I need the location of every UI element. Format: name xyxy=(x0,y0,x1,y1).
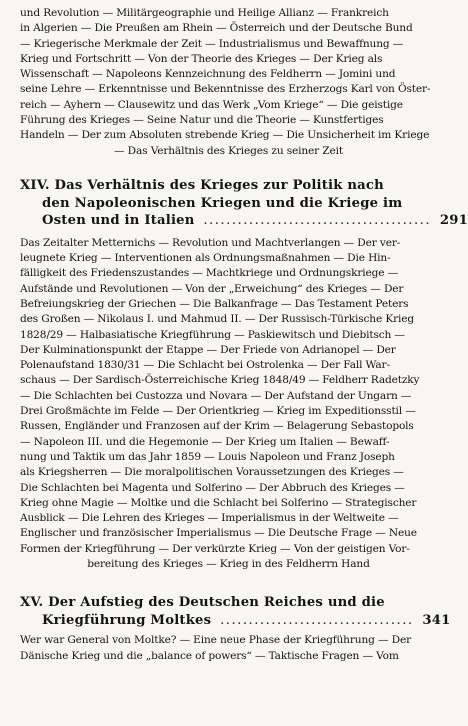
summary-line: fälligkeit des Friedenszustandes — Machtkriege und Ordnungskriege — xyxy=(20,267,399,280)
summary-line: Dänische Krieg und die „balance of powers“ — Taktische Fragen — Vom xyxy=(20,649,399,662)
summary-line: Das Zeitalter Metternichs — Revolution und Machtverlangen — Der ver- xyxy=(20,236,401,249)
heading-line: Osten und in Italien xyxy=(42,213,195,229)
summary-line: — Das Verhältnis des Krieges zu seiner Zeit xyxy=(114,144,343,157)
heading-line: XIV. Das Verhältnis des Krieges zur Politik nach xyxy=(20,177,384,193)
summary-line: schaus — Der Sardisch-Österreichische Krieg 1848/49 — Feldherr Radetzky xyxy=(20,374,420,387)
summary-line: des Großen — Nikolaus I. und Mahmud II. — Der Russisch-Türkische Krieg xyxy=(20,313,414,326)
summary-line: Wissenschaft — Napoleons Kennzeichnung des Feldherrn — Jomini und xyxy=(20,68,396,81)
chapter-15-summary xyxy=(20,633,437,664)
summary-line: in Algerien — Die Preußen am Rhein — Österreich und der Deutsche Bund xyxy=(20,22,413,35)
summary-line: Wer war General von Moltke? — Eine neue Phase der Kriegführung — Der xyxy=(20,634,412,647)
summary-line: — Kriegerische Merkmale der Zeit — Industrialismus und Bewaffnung — xyxy=(20,37,404,50)
summary-line: leugnete Krieg — Interventionen als Ordnungsmaßnahmen — Die Hin- xyxy=(20,252,391,265)
leader-dots: ........................................ xyxy=(203,213,432,229)
toc-entry-row xyxy=(20,212,468,230)
summary-line: — Napoleon III. und die Hegemonie — Der Krieg um Italien — Bewaff- xyxy=(20,435,390,448)
heading-line: den Napoleonischen Kriegen und die Kriege im xyxy=(42,195,403,211)
summary-line: reich — Ayhern — Clausewitz und das Werk „Vom Kriege“ — Die geistige xyxy=(20,98,403,111)
heading-line: Kriegführung Moltkes xyxy=(42,612,212,628)
chapter-13-summary xyxy=(20,6,437,159)
page-number: 291 xyxy=(439,213,468,229)
summary-line: Russen, Engländer und Franzosen auf der Krim — Belagerung Sebastopols xyxy=(20,420,414,433)
page-number: 341 xyxy=(422,612,451,628)
summary-line: Aufstände und Revolutionen — Von der „Erweichung“ des Krieges — Der xyxy=(20,282,404,295)
summary-line: Krieg ohne Magie — Moltke und die Schlacht bei Solferino — Strategischer xyxy=(20,496,417,509)
chapter-14-heading xyxy=(20,177,468,230)
summary-line: — Die Schlachten bei Custozza und Novara — Der Aufstand der Ungarn — xyxy=(20,389,412,402)
summary-line: Ausblick — Die Lehren des Krieges — Imperialismus in der Weltweite — xyxy=(20,512,399,525)
toc-entry-row xyxy=(20,612,451,630)
summary-line: Englischer und französischer Imperialismus — Die Deutsche Frage — Neue xyxy=(20,527,417,540)
heading-line: XV. Der Aufstieg des Deutschen Reiches und die xyxy=(20,595,385,611)
summary-line: und Revolution — Militärgeographie und Heilige Allianz — Frankreich xyxy=(20,7,389,19)
chapter-15-heading xyxy=(20,594,451,629)
summary-line: als Kriegsherren — Die moralpolitischen Voraussetzungen des Krieges — xyxy=(20,466,404,479)
summary-line: Die Schlachten bei Magenta und Solferino — Der Abbruch des Krieges — xyxy=(20,481,405,494)
summary-line: nung und Taktik um das Jahr 1859 — Louis Napoleon und Franz Joseph xyxy=(20,450,395,463)
summary-line: 1828/29 — Halbasiatische Kriegführung — Paskiewitsch und Diebitsch — xyxy=(20,328,405,341)
summary-line: bereitung des Krieges — Krieg in des Feldherrn Hand xyxy=(87,557,370,570)
summary-line: Führung des Krieges — Seine Natur und die Theorie — Kunstfertiges xyxy=(20,114,384,127)
summary-line: Polenaufstand 1830/31 — Die Schlacht bei Ostrolenka — Der Fall War- xyxy=(20,359,390,372)
summary-line: Befreiungskrieg der Griechen — Die Balkanfrage — Das Testament Peters xyxy=(20,297,409,310)
leader-dots: .................................. xyxy=(220,612,414,628)
summary-line: Handeln — Der zum Absoluten strebende Krieg — Die Unsicherheit im Kriege xyxy=(20,129,430,142)
summary-line: Drei Großmächte im Felde — Der Orientkrieg — Krieg im Expeditionsstil — xyxy=(20,405,416,418)
summary-line: seine Lehre — Erkenntnisse und Bekenntnisse des Erzherzogs Karl von Öster- xyxy=(20,83,431,96)
summary-line: Krieg und Fortschritt — Von der Theorie des Krieges — Der Krieg als xyxy=(20,52,383,65)
summary-line: Formen der Kriegführung — Der verkürzte Krieg — Von der geistigen Vor- xyxy=(20,542,410,555)
summary-line: Der Kulminationspunkt der Etappe — Der Friede von Adrianopel — Der xyxy=(20,343,396,356)
chapter-14-summary xyxy=(20,236,437,573)
